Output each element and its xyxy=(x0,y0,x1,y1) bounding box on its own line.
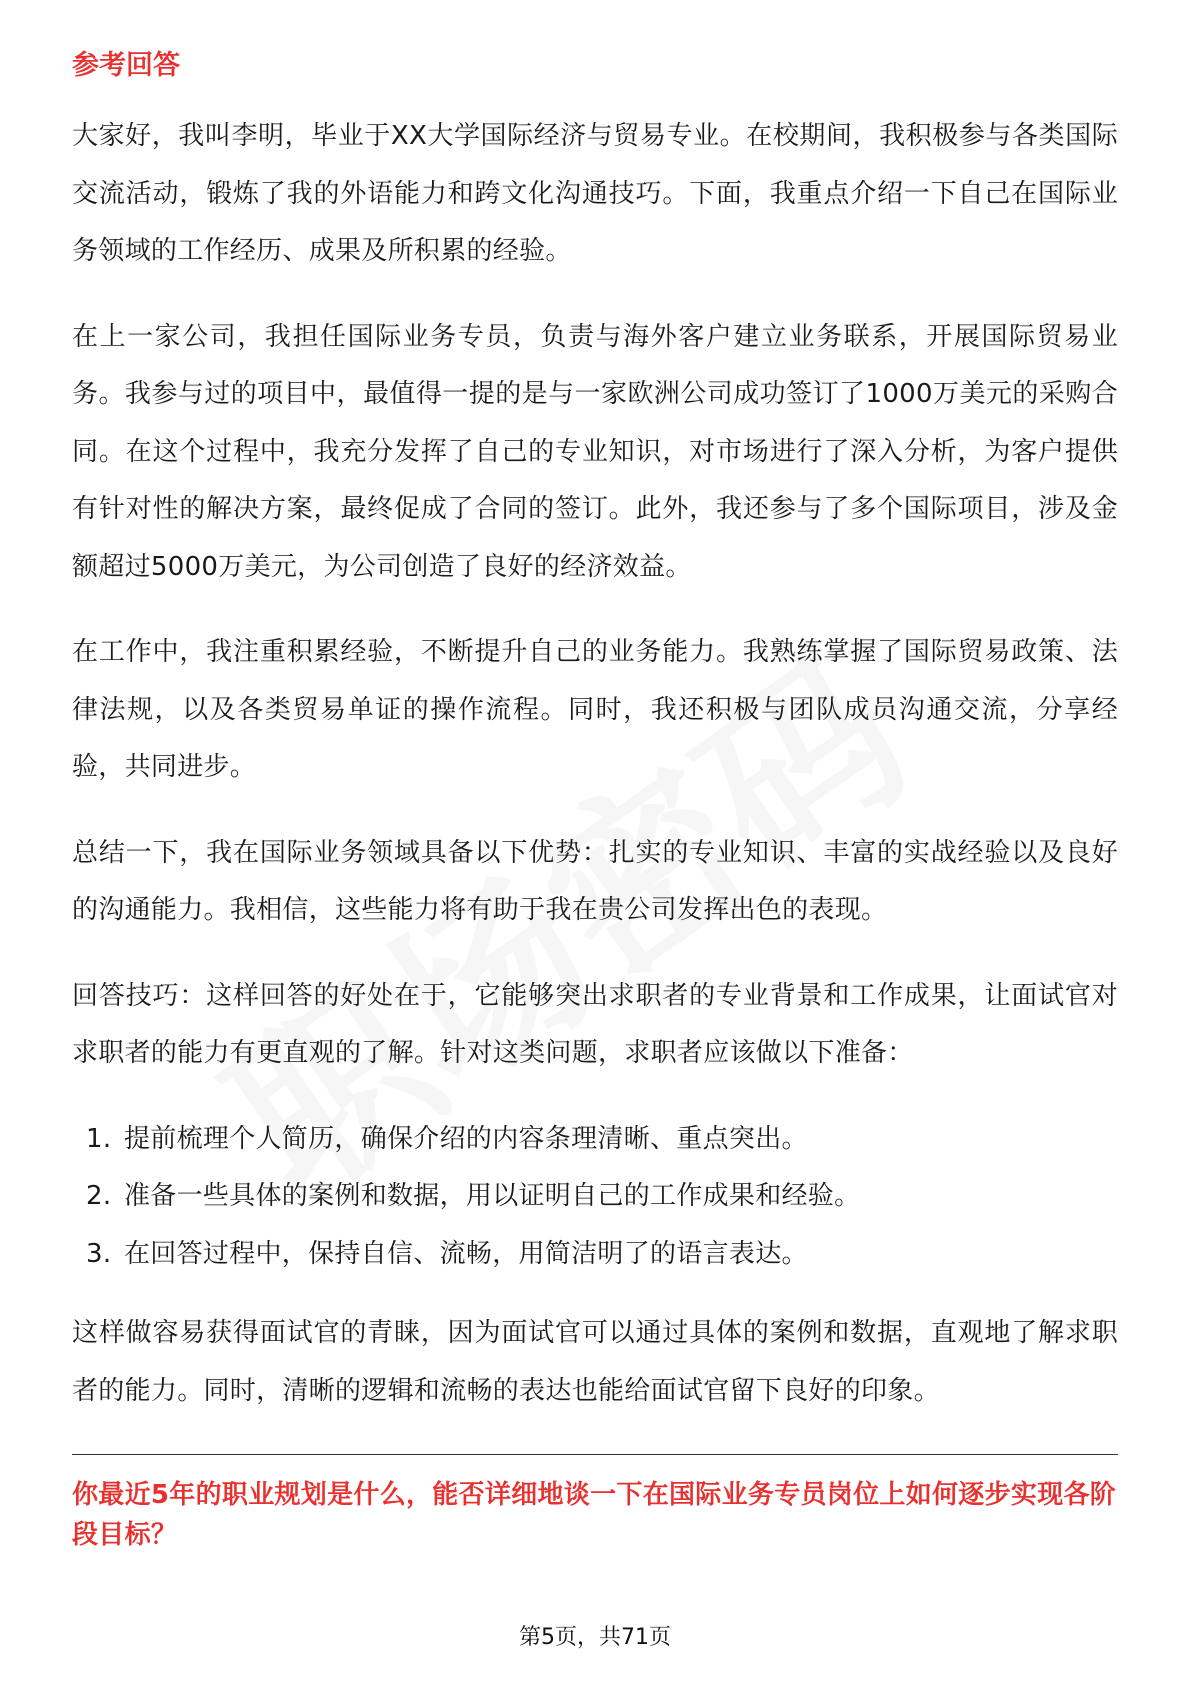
list-item-number: 2. xyxy=(86,1181,112,1211)
list-item-number: 3. xyxy=(86,1238,112,1269)
list-item-text: 提前梳理个人简历，确保介绍的内容条理清晰、重点突出。 xyxy=(124,1123,808,1154)
page-number: 第5页，共71页 xyxy=(519,1625,671,1650)
list-item xyxy=(72,1168,1118,1226)
paragraph-tips-intro: 回答技巧：这样回答的好处在于，它能够突出求职者的专业背景和工作成果，让面试官对求职者的能力有更直观的了解。针对这类问题，求职者应该做以下准备： xyxy=(72,980,1118,1068)
list-item-text: 在回答过程中，保持自信、流畅，用简洁明了的语言表达。 xyxy=(124,1238,808,1269)
paragraph-intro: 大家好，我叫李明，毕业于XX大学国际经济与贸易专业。在校期间，我积极参与各类国际交流活动，锻炼了我的外语能力和跨文化沟通技巧。下面，我重点介绍一下自己在国际业务领域的工作经历、成果及所积累的经验。 xyxy=(72,121,1118,266)
tips-list xyxy=(72,1111,1118,1284)
paragraph-experience: 在上一家公司，我担任国际业务专员，负责与海外客户建立业务联系，开展国际贸易业务。我参与过的项目中，最值得一提的是与一家欧洲公司成功签订了1000万美元的采购合同。在这个过程中，我充分发挥了自己的专业知识，对市场进行了深入分析，为客户提供有针对性的解决方案，最终促成了合同的签订。此外，我还参与了多个国际项目，涉及金额超过5000万美元，为公司创造了良好的经济效益。 xyxy=(72,321,1118,582)
list-item-text: 准备一些具体的案例和数据，用以证明自己的工作成果和经验。 xyxy=(124,1181,861,1211)
list-item xyxy=(72,1226,1118,1284)
next-question-heading: 你最近5年的职业规划是什么，能否详细地谈一下在国际业务专员岗位上如何逐步实现各阶段目标？ xyxy=(72,1480,1117,1550)
paragraph-closing: 这样做容易获得面试官的青睐，因为面试官可以通过具体的案例和数据，直观地了解求职者的能力。同时，清晰的逻辑和流畅的表达也能给面试官留下良好的印象。 xyxy=(72,1318,1118,1406)
paragraph-skills: 在工作中，我注重积累经验，不断提升自己的业务能力。我熟练掌握了国际贸易政策、法律法规，以及各类贸易单证的操作流程。同时，我还积极与团队成员沟通交流，分享经验，共同进步。 xyxy=(72,637,1118,782)
divider xyxy=(72,1454,1118,1455)
list-item xyxy=(72,1111,1118,1169)
document-page xyxy=(72,46,1118,1555)
section-title: 参考回答 xyxy=(72,50,180,81)
paragraph-summary: 总结一下，我在国际业务领域具备以下优势：扎实的专业知识、丰富的实战经验以及良好的沟通能力。我相信，这些能力将有助于我在贵公司发挥出色的表现。 xyxy=(72,837,1118,925)
list-item-number: 1. xyxy=(86,1123,112,1154)
